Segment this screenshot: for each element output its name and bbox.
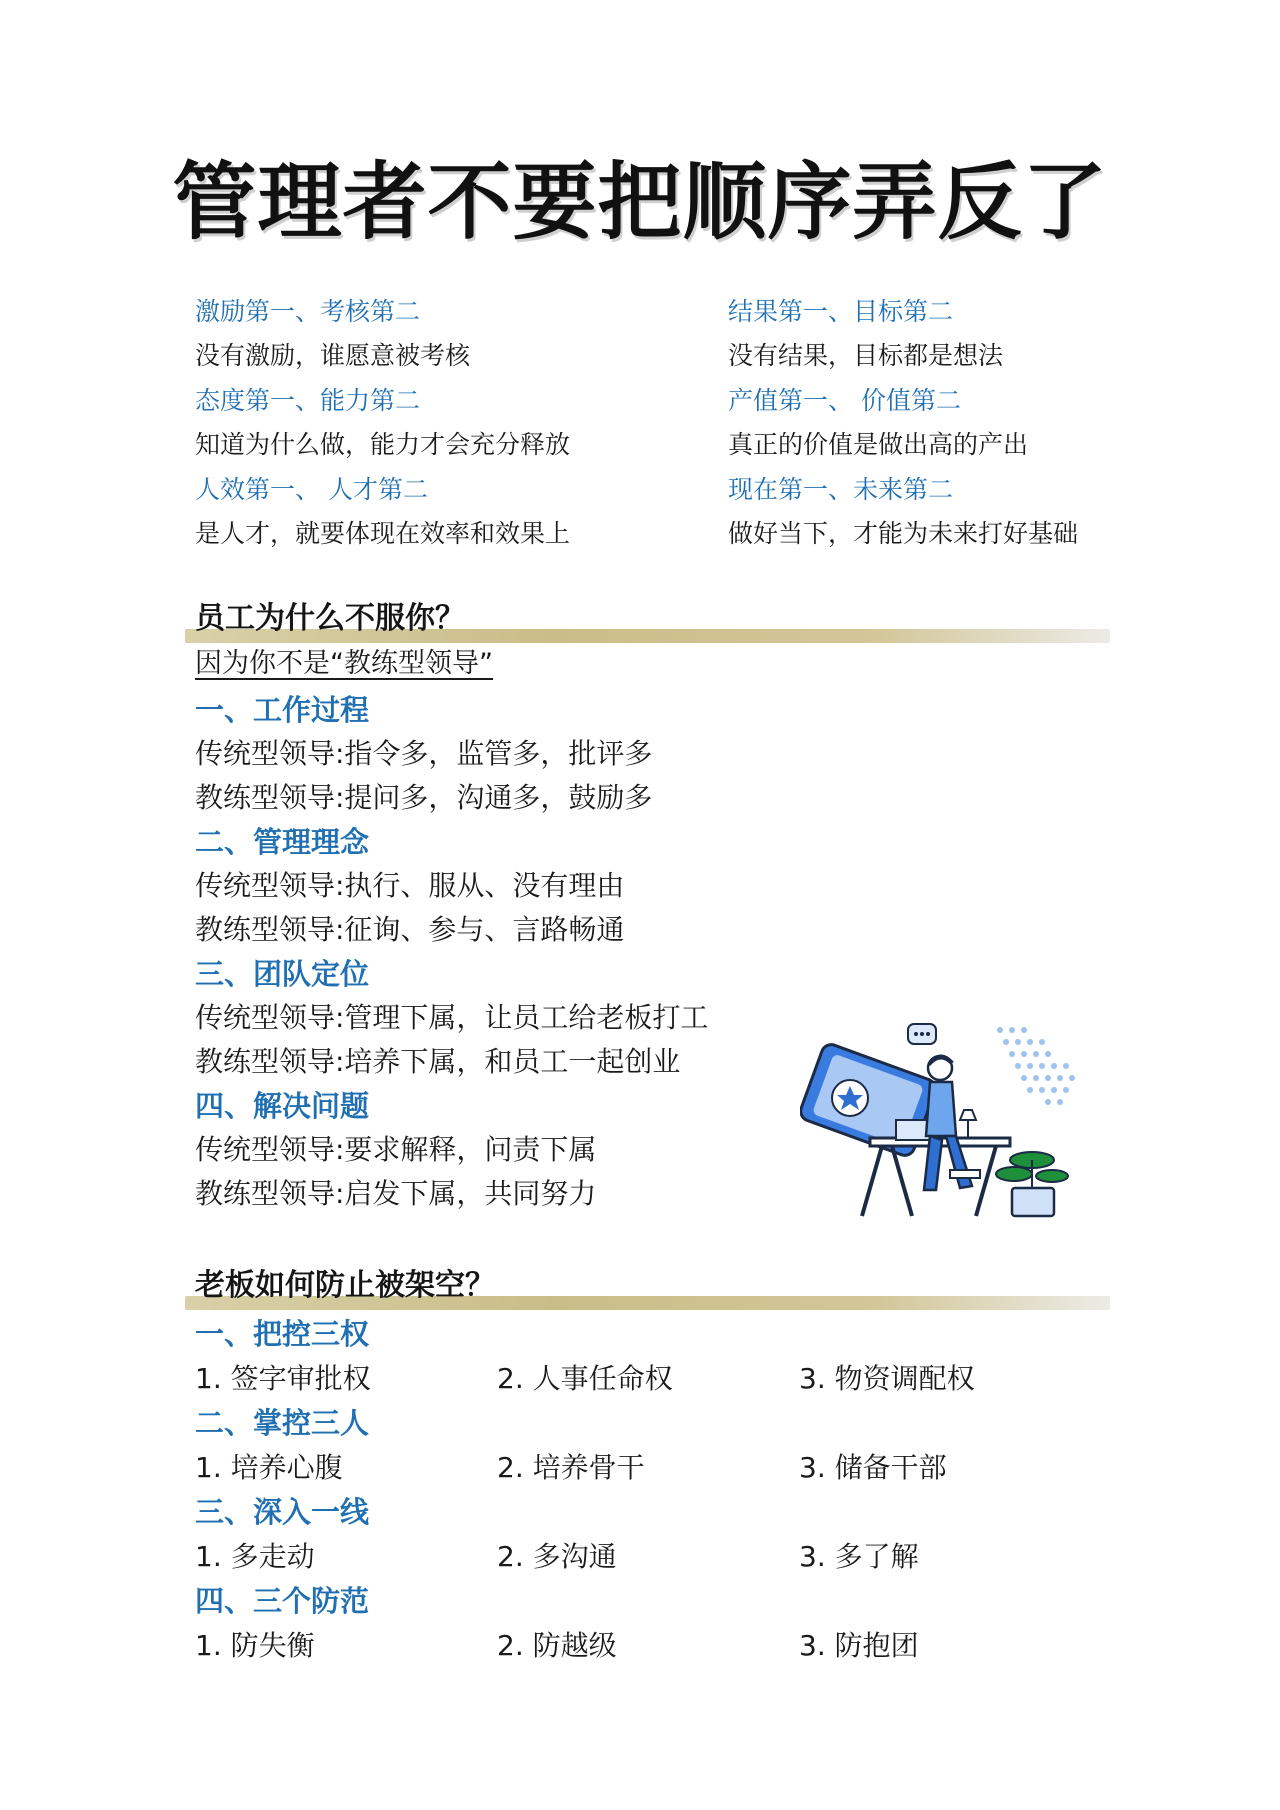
category-heading: 二、掌控三人 xyxy=(195,1406,370,1440)
section-heading: 员工为什么不服你？ xyxy=(195,601,465,636)
option-item: 3. 多了解 xyxy=(799,1540,919,1573)
traditional-leader-line: 传统型领导:管理下属，让员工给老板打工 xyxy=(195,1001,709,1034)
category-heading: 三、团队定位 xyxy=(195,957,370,991)
pair-heading: 激励第一、考核第二 xyxy=(195,297,421,326)
pair-heading: 人效第一、 人才第二 xyxy=(195,475,428,504)
options-row xyxy=(195,1623,1115,1668)
pair-description: 没有激励，谁愿意被考核 xyxy=(195,341,471,370)
section-subtitle: 因为你不是“教练型领导” xyxy=(195,648,493,679)
pair-description: 知道为什么做，能力才会充分释放 xyxy=(195,430,571,459)
options-row xyxy=(195,1356,1115,1401)
pair-description: 真正的价值是做出高的产出 xyxy=(728,430,1029,459)
option-item: 2. 人事任命权 xyxy=(497,1362,673,1395)
traditional-leader-line: 传统型领导:指令多，监管多，批评多 xyxy=(195,737,653,770)
anti-bypass-list xyxy=(195,1312,1115,1668)
pair-heading: 现在第一、未来第二 xyxy=(728,475,954,504)
coach-leader-line: 教练型领导:征询、参与、言路畅通 xyxy=(195,913,625,946)
pairs-right-column xyxy=(728,290,1248,557)
category-heading: 一、工作过程 xyxy=(195,693,370,727)
category-heading: 三、深入一线 xyxy=(195,1495,370,1529)
category-heading: 四、三个防范 xyxy=(195,1584,370,1618)
pair-heading: 态度第一、能力第二 xyxy=(195,386,421,415)
category-heading: 一、把控三权 xyxy=(195,1317,370,1351)
coach-leader-line: 教练型领导:启发下属，共同努力 xyxy=(195,1177,597,1210)
option-item: 1. 防失衡 xyxy=(195,1629,315,1662)
option-item: 3. 防抱团 xyxy=(799,1629,919,1662)
pair-heading: 产值第一、 价值第二 xyxy=(728,386,961,415)
pairs-left-column xyxy=(195,290,715,557)
section-header-boss xyxy=(185,1262,1110,1310)
pair-heading: 结果第一、目标第二 xyxy=(728,297,954,326)
coach-leader-line: 教练型领导:培养下属，和员工一起创业 xyxy=(195,1045,681,1078)
option-item: 1. 多走动 xyxy=(195,1540,315,1573)
person-graphic xyxy=(924,1054,980,1190)
section-heading: 老板如何防止被架空？ xyxy=(195,1268,495,1303)
pair-description: 做好当下，才能为未来打好基础 xyxy=(728,519,1079,548)
coach-leadership-list xyxy=(195,688,895,1216)
desk-lamp-graphic xyxy=(960,1110,976,1138)
option-item: 1. 签字审批权 xyxy=(195,1362,371,1395)
section-header-employees xyxy=(185,595,1110,643)
option-item: 3. 储备干部 xyxy=(799,1451,947,1484)
pair-description: 是人才，就要体现在效率和效果上 xyxy=(195,519,571,548)
options-row xyxy=(195,1534,1115,1579)
option-item: 2. 多沟通 xyxy=(497,1540,617,1573)
pair-description: 没有结果，目标都是想法 xyxy=(728,341,1004,370)
category-heading: 二、管理理念 xyxy=(195,825,370,859)
category-heading: 四、解决问题 xyxy=(195,1089,370,1123)
person-working-at-desk-illustration xyxy=(800,1020,1090,1220)
traditional-leader-line: 传统型领导:执行、服从、没有理由 xyxy=(195,869,625,902)
options-row xyxy=(195,1445,1115,1490)
traditional-leader-line: 传统型领导:要求解释，问责下属 xyxy=(195,1133,597,1166)
potted-plant-graphic xyxy=(996,1152,1068,1216)
option-item: 3. 物资调配权 xyxy=(799,1362,975,1395)
option-item: 1. 培养心腹 xyxy=(195,1451,343,1484)
coach-leader-line: 教练型领导:提问多，沟通多，鼓励多 xyxy=(195,781,653,814)
option-item: 2. 防越级 xyxy=(497,1629,617,1662)
chat-bubble-icon xyxy=(908,1024,936,1044)
option-item: 2. 培养骨干 xyxy=(497,1451,645,1484)
page-title: 管理者不要把顺序弄反了 xyxy=(172,153,1108,251)
